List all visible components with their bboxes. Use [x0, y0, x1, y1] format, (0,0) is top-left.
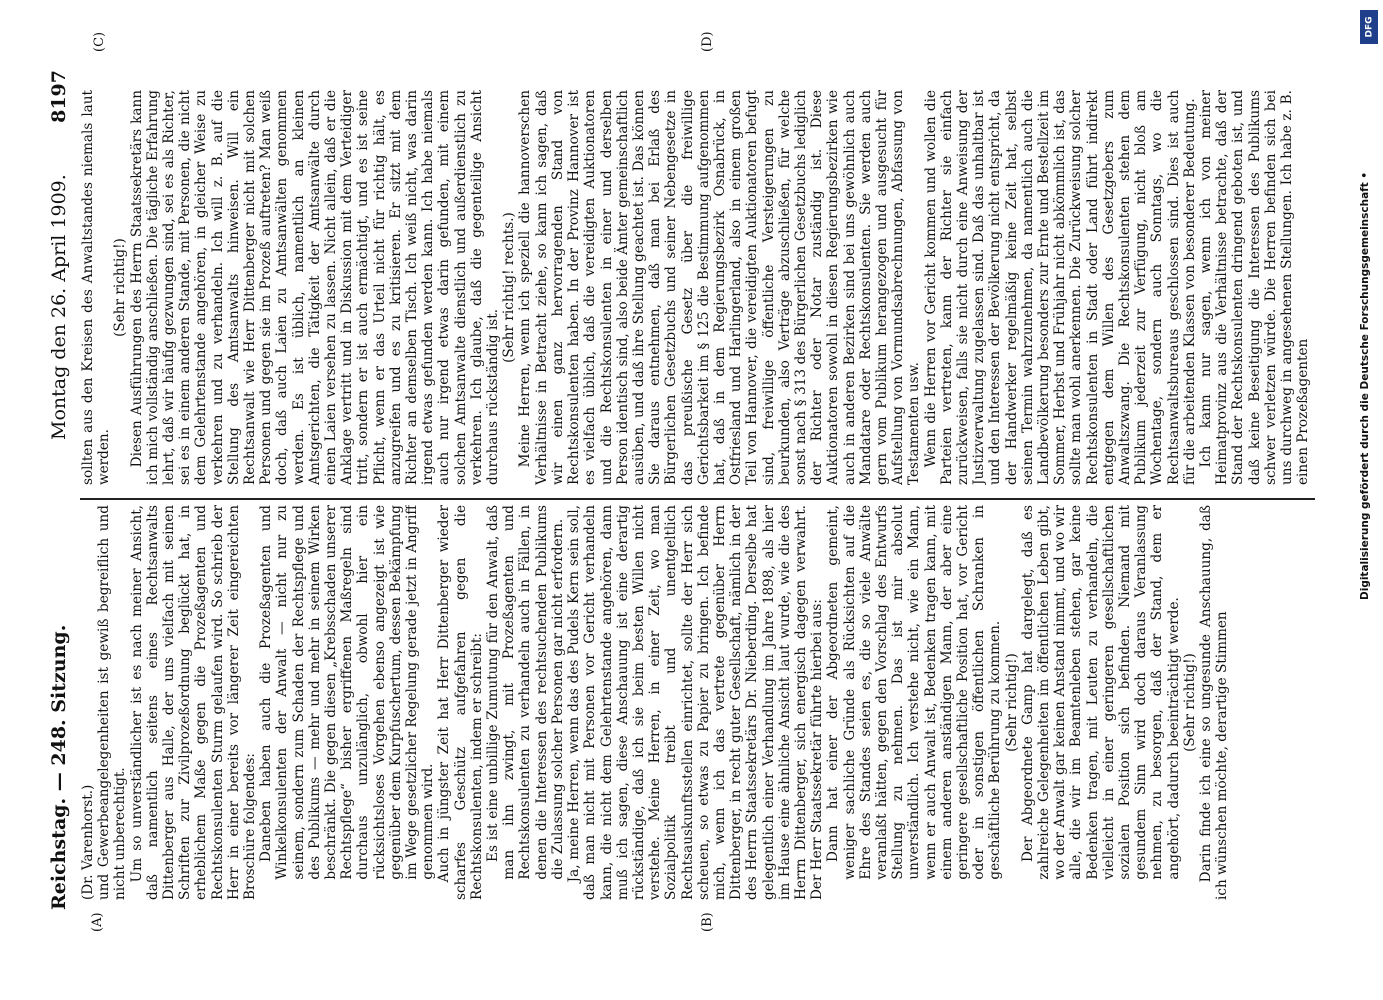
paragraph: (Sehr richtig!): [1181, 653, 1198, 752]
paragraph: und Gewerbeangelegenheiten ist gewiß begreiflich und nicht unberechtigt.: [96, 505, 129, 900]
margin-marker-d: (D): [700, 31, 715, 52]
paragraph: (Sehr richtig!): [1003, 653, 1020, 752]
paragraph: Diesen Ausführungen des Herrn Staatssekretärs kann ich mich vollständig anschließen. Die tägliche Erfahrung lehrt, daß wir häufig gezwungen sind, sei es als Richter, sei es in einem anderen Stande, mit Personen, die nicht dem Gelehrtenstande angehören, in gleicher Weise zu verkehren und zu verhandeln. Ich will z. B. auf die Stellung des Amtsanwalts hinweisen. Will ein Rechtsanwalt wie Herr Dittenberger nicht mit solchen Personen und gegen sie im Prozeß auftreten? Man weiß doch, daß auch Laien zu Amtsanwälten genommen werden. Es ist üblich, namentlich an kleinen Amtsgerichten, die Tätigkeit der Amtsanwälte durch einen Laien versehen zu lassen. Nicht allein, daß er die Anklage vertritt und in Diskussion mit dem Verteidiger tritt, sondern er ist auch ermächtigt, und es ist seine Pflicht, wenn er das Urteil nicht für richtig hält, es anzugreifen und es zu kritisieren. Er sitzt mit dem Richter an demselben Tisch. Ich weiß nicht, was darin irgend etwas gefunden werden kann. Ich habe niemals auch nur irgend etwas darin gefunden, mit einem solchen Amtsanwalte dienstlich und außerdienstlich zu verkehren. Ich glaube, daß die gegenteilige Ansicht durchaus rückständig ist.: [128, 90, 502, 485]
paragraph: Auch in jüngster Zeit hat Herr Dittenberger wieder scharfes Geschütz aufgefahren gegen die Rechtskonsulenten, indem er schreibt:: [436, 505, 485, 900]
paragraph: Daneben haben auch die Prozeßagenten und Winkelkonsulenten der Anwalt — nicht nur zu seinem, sondern zum Schaden der Rechtspflege und des Publikums — mehr und mehr in seinem Wirken beschränkt. Die gegen diesen „Krebsschaden unserer Rechtspflege“ bisher ergriffenen Maßregeln sind durchaus unzulänglich, obwohl hier ein rücksichtsloses Vorgehen ebenso angezeigt ist wie gegenüber dem Kurpfuschertum, dessen Bekämpfung im Wege gesetzlicher Regelung gerade jetzt in Angriff genommen wird.: [258, 505, 437, 880]
dfg-logo-text: DFG: [1364, 16, 1375, 38]
paragraph: Wenn die Herren vor Gericht kommen und wollen die Parteien vertreten, kann der Richter sie einfach zurückweisen, falls sie nicht durch eine Anweisung der Justizverwaltung zugelassen sind. Daß das unhaltbar ist und den Interessen der Bevölkerung nicht entspricht, da der Handwerker regelmäßig keine Zeit hat, selbst seinen Termin wahrzunehmen, da namentlich auch die Landbevölkerung besonders zur Ernte und Bestellzeit im Sommer, Herbst und Frühjahr nicht abkömmlich ist, das sollte man wohl anerkennen. Die Zurückweisung solcher Rechtskonsulenten in Stadt oder Land führt indirekt entgegen dem Willen des Gesetzgebers zum Anwaltszwang. Die Rechtskonsulenten stehen dem Publikum jederzeit zur Verfügung, nicht bloß am Wochentage, sondern auch Sonntags, wo die Rechtsanwaltsbureaus geschlossen sind. Dies ist auch für die arbeitenden Klassen von besonderer Bedeutung.: [922, 90, 1198, 485]
header-date: Montag den 26. April 1909.: [48, 174, 70, 440]
paragraph: (Dr. Varenhorst.): [80, 784, 96, 900]
header-session: Reichstag. — 248. Sitzung.: [48, 624, 70, 910]
header-page-number: 8197: [48, 70, 70, 123]
column-divider: [80, 498, 1315, 500]
paragraph: Ja, meine Herren, wenn das des Pudels Kern sein soll, daß man nicht mit Personen vor Gericht verhandeln kann, die nicht dem Gelehrtenstande angehören, dann muß ich sagen, diese Anschauung ist eine derartig rückständige, daß ich sie beim besten Willen nicht verstehe. Meine Herren, in einer Zeit, wo man Sozialpolitik treibt und unentgeltlich Rechtsauskunftsstellen einrichtet, sollte der Herr sich scheuen, so etwas zu Papier zu bringen. Ich befinde mich, wenn ich das vertrete gegenüber Herrn Dittenberger, in recht guter Gesellschaft, nämlich in der des Herrn Staatssekretärs Dr. Nieberding. Derselbe hat gelegentlich einer Verhandlung im Jahre 1898, als hier im Hause eine ähnliche Ansicht laut wurde, wie die des Herrn Dittenberger, sich energisch dagegen verwahrt. Der Herr Staatssekretär führte hierbei aus:: [566, 505, 826, 900]
margin-marker-b: (B): [700, 912, 715, 932]
page-header: [40, 70, 80, 910]
paragraph: Ich kann nur sagen, wenn ich von meiner Heimatprovinz aus die Verhältnisse betrachte, daß der Stand der Rechtskonsulenten dringend geboten ist, und daß keine Beseitigung die Interessen des Publikums schwer verletzen würde. Die Herren befinden sich bei uns durchweg in angesehenen Stellungen. Ich habe z. B. einen Prozeßagenten: [1198, 90, 1312, 485]
paragraph: Um so unverständlicher ist es nach meiner Ansicht, daß namentlich seitens eines Rechtsanwalts Dittenberger aus Halle, der uns vielfach mit seinen Schriften zur Zivilprozeßordnung beglückt hat, in erheblichem Maße gegen die Prozeßagenten und Rechtskonsulenten Sturm gelaufen wird. So schrieb der Herr in einer bereits vor längerer Zeit eingereichten Broschüre folgendes:: [128, 505, 259, 900]
paragraph: Es ist eine unbillige Zumutung für den Anwalt, daß man ihn zwingt, mit Prozeßagenten und Rechtskonsulenten zu verhandeln auch in Fällen, in denen die Interessen des rechtsuchenden Publikums die Zulassung solcher Personen gar nicht erfordern.: [485, 505, 566, 880]
paragraph: (Sehr richtig! rechts.): [501, 212, 518, 363]
paragraph: Meine Herren, wenn ich speziell die hannoverschen Verhältnisse in Betracht ziehe, so kann ich sagen, daß wir einen ganz hervorragenden Stand von Rechtskonsulenten haben. In der Provinz Hannover ist es vielfach üblich, daß die vereidigten Auktionatoren und die Rechtskonsulenten in einer und derselben Person identisch sind, also beide Ämter gemeinschaftlich ausüben, und daß ihre Stellung geachtet ist. Das können Sie daraus entnehmen, daß man bei Erlaß des Bürgerlichen Gesetzbuchs und seiner Nebengesetze in das preußische Gesetz über die freiwillige Gerichtsbarkeit im § 125 die Bestimmung aufgenommen hat, daß in dem Regierungsbezirk Osnabrück, in Ostfriesland und Harlingerland, also in einem großen Teil von Hannover, die vereidigten Auktionatoren befugt sind, freiwillige öffentliche Versteigerungen zu beurkunden, also Verträge abzuschließen, für welche sonst nach § 313 des Bürgerlichen Gesetzbuchs lediglich der Richter oder Notar zuständig ist. Diese Auktionatoren sowohl in diesen Regierungsbezirken wie auch in anderen Bezirken sind bei uns gewöhnlich auch Mandatare oder Rechtskonsulenten. Sie werden auch gern vom Publikum herangezogen und ausgesucht für Aufstellung von Vormundsabrechnungen, Abfassung von Testamenten usw.: [517, 90, 923, 485]
dfg-logo: [1360, 10, 1378, 44]
paragraph: Der Abgeordnete Gamp hat dargelegt, daß es zahlreiche Gelegenheiten im öffentlichen Leben gibt, wo der Anwalt gar keinen Anstand nimmt, und wo wir alle, die wir im Beamtenleben stehen, gar keine Bedenken tragen, mit Leuten zu verhandeln, die vielleicht in einer geringeren gesellschaftlichen sozialen Position sich befinden. Niemand mit gesundem Sinn wird doch daraus Veranlassung nehmen, zu besorgen, daß der Stand, dem er angehört, dadurch beeinträchtigt werde.: [1019, 505, 1182, 880]
paragraph: sollten aus den Kreisen des Anwaltstandes niemals laut werden.: [80, 90, 113, 485]
right-text-column: [80, 90, 1320, 485]
margin-marker-a: (A): [90, 912, 105, 932]
digitization-footer: [1355, 0, 1383, 1000]
left-text-column: [80, 505, 1320, 900]
paragraph: Dann hat einer der Abgeordneten gemeint, weniger sachliche Gründe als Rücksichten auf die Ehre des Standes seien es, die so viele Anwälte veranlaßt hätten, gegen den Vorschlag des Entwurfs Stellung zu nehmen. Das ist mir absolut unverständlich. Ich verstehe nicht, wie ein Mann, wenn er auch Anwalt ist, Bedenken tragen kann, mit einem anderen anständigen Mann, der aber eine geringere gesellschaftliche Position hat, vor Gericht oder in sonstigen öffentlichen Schranken in geschäftliche Berührung zu kommen.: [825, 505, 1004, 880]
paragraph: (Sehr richtig!): [112, 238, 129, 337]
paragraph: Darin finde ich eine so ungesunde Anschauung, daß ich wünschen möchte, derartige Stimmen: [1198, 505, 1231, 900]
digitization-note: Digitalisierung gefördert durch die Deutsche Forschungsgemeinschaft •: [1359, 171, 1371, 600]
margin-marker-c: (C): [92, 31, 107, 52]
